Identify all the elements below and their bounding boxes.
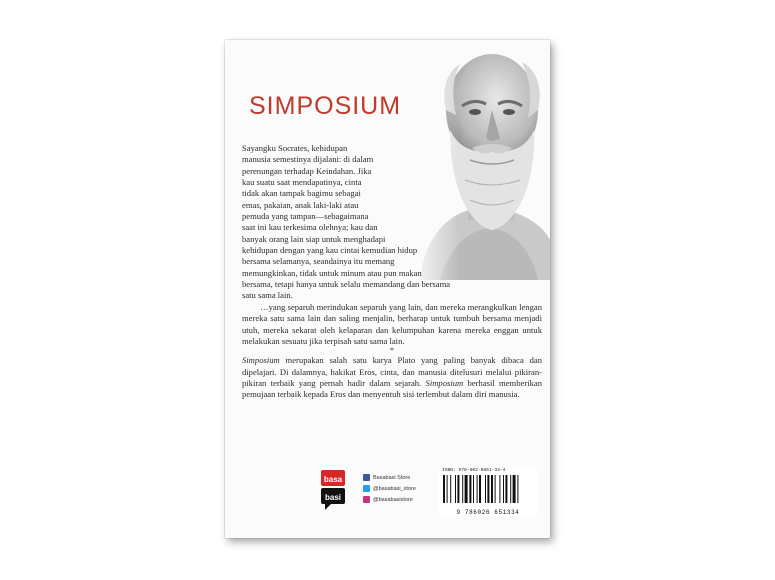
isbn-label: ISBN: 978-602-6651-33-4 [442,468,506,473]
social-twitter [363,483,416,494]
isbn-number: 9 786026 651334 [456,509,520,516]
facebook-icon [363,474,370,481]
book-description [242,355,542,400]
social-label: @basabasistore [373,496,413,503]
isbn-barcode-block [439,468,537,516]
book-title: SIMPOSIUM [249,92,402,120]
quote-line: perenungan terhadap Keindahan. Jika [242,165,372,176]
twitter-icon [363,485,370,492]
description-text: merupakan salah satu karya Plato yang paling banyak dibaca dan dipelajari. Di dalamnya, hakikat Eros, cinta, dan manusia ditelusuri melalui pikiran-pikiran terbaik yang pernah hadir dalam sejarah. [242,355,542,388]
social-links [363,472,416,505]
social-label: @basabasi_store [373,485,416,492]
quote-line: memungkinkan, tidak untuk minum atau pun makan [242,267,422,278]
barcode [442,475,534,507]
quote-socrates [242,143,542,302]
book-title-italic: Simposium [425,377,464,388]
publisher-footer [321,468,541,518]
quote-line: pemuda yang tampan—sebagaimana [242,211,369,222]
quote-line: Sayangku Socrates, kehidupan [242,143,348,153]
social-label: Basabasi Store [373,474,411,481]
quote-line: bersama selamanya, seandainya itu memang [242,256,395,267]
instagram-icon [363,496,370,503]
social-facebook [363,472,416,483]
quote-line: manusia semestinya dijalani: di dalam [242,154,374,165]
quote-line: satu sama lain. [242,290,293,301]
basabasi-logo [321,470,345,510]
quote-line: emas, pakaian, anak laki-laki atau [242,199,359,210]
svg-text:basi: basi [324,493,342,502]
separator-asterisk: * [390,346,394,356]
quote-line: tidak akan tampak bagimu sebagai [242,188,361,199]
svg-text:basa: basa [323,475,343,484]
book-title-italic: Simposium [242,355,280,366]
social-instagram [363,494,416,505]
quote-line: banyak orang lain siap untuk menghadapi [242,233,386,244]
blurb-text [242,143,542,401]
quote-line: kehidupan dengan yang kau cintai kemudian hidup [242,245,418,256]
book-back-cover [225,40,550,538]
quote-line: kau suatu saat mendapatinya, cinta [242,177,362,188]
quote-line: saat ini kau terkesima olehnya; kau dan [242,222,378,233]
quote-halves: …yang separuh merindukan separuh yang lain, dan mereka merangkulkan lengan mereka satu sama lain dan saling menjalin, berharap untuk tumbuh bersama menjadi utuh, mereka sekarat oleh kelaparan dan kelumpuhan karena mereka enggan untuk melakukan sesuatu jika terpisah satu sama lain. [242,301,542,346]
description-text: berhasil memberikan pemujaan terbaik kepada Eros dan menyentuh sisi terlembut dalam diri manusia. [242,377,543,400]
quote-line: bersama, tetapi hanya untuk selalu memandang dan bersama [242,279,451,290]
